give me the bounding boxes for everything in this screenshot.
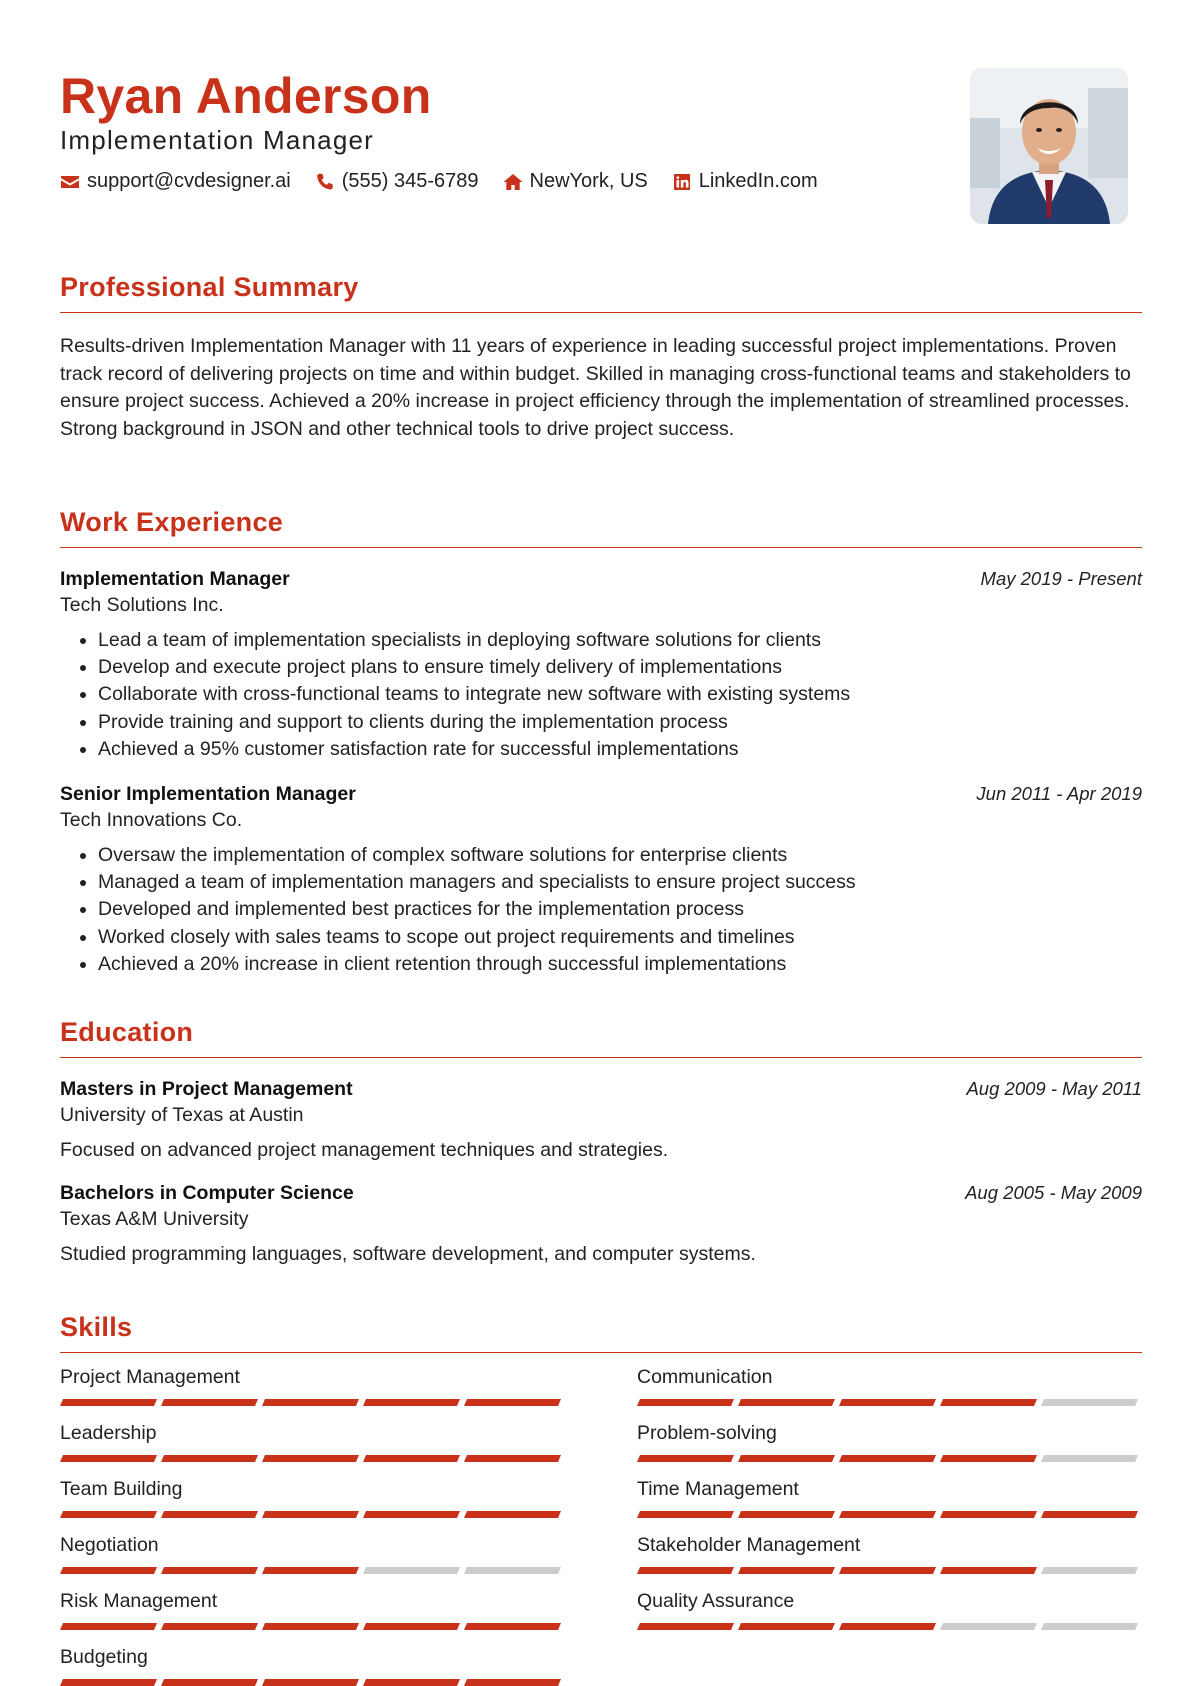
job-dates: Jun 2011 - Apr 2019 [976,783,1142,805]
skill-item [60,1645,565,1686]
skill-level-segment-filled [940,1567,1037,1574]
education-heading: Education [60,1015,1142,1058]
education-entry [60,1076,1142,1164]
skill-name: Problem-solving [637,1422,777,1444]
skill-level-segment-filled [161,1567,258,1574]
school-name: Texas A&M University [60,1208,249,1230]
contact-phone[interactable] [315,170,479,193]
skill-level-segment-filled [363,1623,460,1630]
degree-title: Masters in Project Management [60,1078,353,1100]
skill-level-segment-filled [60,1455,157,1462]
skill-level-segment-filled [363,1511,460,1518]
skill-level-segment-filled [363,1455,460,1462]
job-title: Senior Implementation Manager [60,783,356,806]
contact-bar [60,170,842,193]
skill-name: Leadership [60,1422,157,1444]
contact-location [503,170,648,193]
school-name: University of Texas at Austin [60,1104,304,1126]
contact-location-text: NewYork, US [529,170,648,192]
job-bullet: • Managed a team of implementation managers and specialists to ensure project success [98,869,1142,896]
home-icon [503,172,523,192]
job-bullet: • Develop and execute project plans to ensure timely delivery of implementations [98,654,1142,681]
skill-level-segment-filled [464,1399,561,1406]
skill-level-segment-filled [60,1623,157,1630]
skill-level-segment-filled [940,1511,1037,1518]
education-entry [60,1180,1142,1268]
job-bullet: • Oversaw the implementation of complex software solutions for enterprise clients [98,842,1142,869]
profile-photo [970,68,1128,224]
contact-email[interactable] [60,170,291,193]
skill-level-segment-filled [161,1399,258,1406]
summary-heading: Professional Summary [60,270,1142,313]
skill-level-bar [637,1399,1142,1406]
skill-level-segment-filled [738,1623,835,1630]
job-bullets [60,627,1142,763]
phone-icon [315,172,335,192]
skill-name: Negotiation [60,1534,159,1556]
education-description: Studied programming languages, software development, and computer systems. [60,1243,756,1265]
skill-item [60,1589,565,1630]
skill-level-segment-filled [637,1623,734,1630]
skill-level-segment-filled [262,1679,359,1686]
skill-name: Project Management [60,1366,240,1388]
skill-level-segment-filled [60,1679,157,1686]
skill-level-segment-filled [161,1623,258,1630]
skill-item [60,1365,565,1406]
resume-header [60,0,1142,235]
job-bullet: • Achieved a 20% increase in client retention through successful implementations [98,951,1142,978]
skill-level-segment-filled [637,1567,734,1574]
skill-name: Communication [637,1366,773,1388]
job-bullets [60,842,1142,978]
skill-level-bar [637,1511,1142,1518]
work-experience-section [60,505,1142,978]
skill-level-segment-empty [1041,1623,1138,1630]
job-company: Tech Solutions Inc. [60,594,224,616]
skill-level-segment-filled [839,1455,936,1462]
skill-level-segment-empty [1041,1567,1138,1574]
skill-level-segment-empty [363,1567,460,1574]
skills-grid [60,1365,1142,1686]
job-bullet: • Provide training and support to clients during the implementation process [98,709,1142,736]
skill-level-segment-filled [738,1567,835,1574]
job-bullet: • Developed and implemented best practices for the implementation process [98,896,1142,923]
skill-item [637,1365,1142,1406]
skill-level-segment-filled [60,1511,157,1518]
contact-linkedin-text: LinkedIn.com [698,170,818,192]
contact-linkedin[interactable] [672,170,818,193]
skill-level-bar [60,1623,565,1630]
skill-level-segment-filled [60,1399,157,1406]
skill-level-bar [637,1623,1142,1630]
skill-name: Stakeholder Management [637,1534,861,1556]
skill-level-segment-filled [464,1511,561,1518]
skill-level-segment-filled [161,1455,258,1462]
skill-level-segment-filled [262,1455,359,1462]
skill-name: Risk Management [60,1590,218,1612]
skill-level-segment-filled [637,1455,734,1462]
skill-item [60,1533,565,1574]
skill-name: Team Building [60,1478,183,1500]
skill-level-segment-filled [464,1623,561,1630]
job-entry [60,566,1142,763]
work-heading: Work Experience [60,505,1142,548]
skill-item [637,1533,1142,1574]
job-bullet: • Collaborate with cross-functional teams to integrate new software with existing systems [98,681,1142,708]
skill-level-segment-filled [363,1679,460,1686]
skill-level-segment-filled [161,1679,258,1686]
skill-level-bar [60,1455,565,1462]
skill-item [60,1477,565,1518]
education-description: Focused on advanced project management techniques and strategies. [60,1139,669,1161]
skill-name: Budgeting [60,1646,148,1668]
linkedin-icon [672,172,692,192]
skills-section [60,1310,1142,1686]
contact-email-text: support@cvdesigner.ai [87,170,291,192]
skill-level-bar [637,1567,1142,1574]
skill-item [637,1589,1142,1630]
skill-level-segment-filled [738,1399,835,1406]
skill-item [637,1421,1142,1462]
skills-heading: Skills [60,1310,1142,1353]
degree-title: Bachelors in Computer Science [60,1182,354,1204]
skill-level-segment-filled [637,1511,734,1518]
summary-text: Results-driven Implementation Manager with 11 years of experience in leading successful project implementations. Proven track record of delivering projects on time and within budget. Skilled in managing cross-functional teams and stakeholders to ensure project success. Achieved a 20% increase in project efficiency through the implementation of streamlined processes. Strong background in JSON and other technical tools to drive project success. [60,335,1131,440]
education-dates: Aug 2009 - May 2011 [966,1078,1142,1099]
skill-level-segment-empty [464,1567,561,1574]
portrait-image [970,68,1128,224]
skill-level-segment-filled [940,1399,1037,1406]
skill-level-segment-filled [262,1511,359,1518]
skill-level-bar [60,1511,565,1518]
skill-item [637,1477,1142,1518]
candidate-title: Implementation Manager [60,125,374,155]
skill-level-segment-filled [637,1399,734,1406]
education-dates: Aug 2005 - May 2009 [965,1182,1142,1203]
skill-level-bar [60,1399,565,1406]
job-bullet: • Lead a team of implementation specialists in deploying software solutions for clients [98,627,1142,654]
skill-level-bar [60,1679,565,1686]
skill-level-segment-filled [464,1679,561,1686]
skill-level-segment-filled [464,1455,561,1462]
job-bullet: • Worked closely with sales teams to scope out project requirements and timelines [98,924,1142,951]
contact-phone-text: (555) 345-6789 [341,170,479,192]
skill-level-segment-empty [1041,1455,1138,1462]
job-title: Implementation Manager [60,568,290,590]
skill-level-segment-filled [262,1399,359,1406]
skill-level-segment-filled [161,1511,258,1518]
job-entry [60,781,1142,978]
skill-level-bar [60,1567,565,1574]
skill-level-segment-filled [839,1567,936,1574]
skill-level-segment-empty [1041,1399,1138,1406]
skill-level-segment-filled [738,1455,835,1462]
envelope-icon [60,172,80,192]
resume-page [60,0,1142,1668]
job-bullet: • Achieved a 95% customer satisfaction rate for successful implementations [98,736,1142,763]
skill-item [60,1421,565,1462]
skill-level-segment-filled [60,1567,157,1574]
job-company: Tech Innovations Co. [60,809,243,832]
skill-name: Time Management [637,1478,799,1500]
skill-name: Quality Assurance [637,1590,795,1612]
skill-level-bar [637,1455,1142,1462]
job-dates: May 2019 - Present [980,568,1142,589]
summary-section [60,270,1142,443]
skill-level-segment-filled [363,1399,460,1406]
candidate-name: Ryan Anderson [60,68,432,124]
skill-level-segment-empty [940,1623,1037,1630]
skill-level-segment-filled [839,1511,936,1518]
education-section [60,1015,1142,1268]
skill-level-segment-filled [839,1399,936,1406]
skill-level-segment-filled [738,1511,835,1518]
skill-level-segment-filled [839,1623,936,1630]
skill-level-segment-filled [262,1567,359,1574]
skill-level-segment-filled [1041,1511,1138,1518]
skill-level-segment-filled [940,1455,1037,1462]
skill-level-segment-filled [262,1623,359,1630]
